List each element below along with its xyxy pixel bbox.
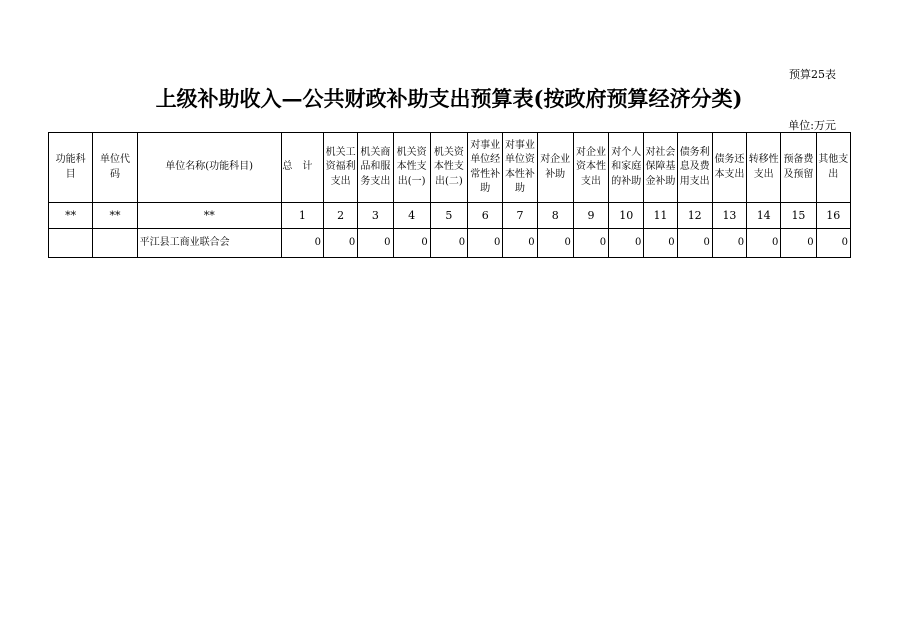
table-row xyxy=(49,229,851,258)
table-cell: 0 xyxy=(393,229,430,258)
table-number: 预算25表 xyxy=(789,68,836,81)
column-header-label: 对社会保障基金补助 xyxy=(645,146,676,187)
table-cell: 0 xyxy=(747,229,781,258)
column-header xyxy=(358,133,393,203)
column-header-label: 机关资本性支出(一) xyxy=(396,146,427,187)
column-header-label: 对事业单位资本性补助 xyxy=(504,139,535,194)
index-cell: 12 xyxy=(677,203,712,229)
column-header-label: 转移性支出 xyxy=(748,154,779,180)
table-header-row xyxy=(49,133,851,203)
column-header xyxy=(644,133,677,203)
column-header-label: 机关资本性支出(二) xyxy=(433,146,464,187)
index-cell: 10 xyxy=(609,203,644,229)
table-cell: 0 xyxy=(468,229,503,258)
column-header-label: 单位名称(功能科目) xyxy=(165,161,254,173)
column-header xyxy=(49,133,93,203)
table-cell: 0 xyxy=(281,229,323,258)
column-header-label: 债务利息及费用支出 xyxy=(679,146,710,187)
column-header xyxy=(503,133,537,203)
table-cell: 0 xyxy=(644,229,677,258)
column-header-label: 对事业单位经常性补助 xyxy=(470,139,501,194)
column-header-label: 对企业补助 xyxy=(540,154,571,180)
column-header-label: 债务还本支出 xyxy=(714,154,745,180)
column-header xyxy=(324,133,358,203)
table-cell: 0 xyxy=(503,229,537,258)
index-cell: 5 xyxy=(430,203,467,229)
index-cell: 15 xyxy=(781,203,816,229)
column-header xyxy=(537,133,573,203)
index-cell: ** xyxy=(49,203,93,229)
index-cell: ** xyxy=(137,203,281,229)
column-header-label: 其他支出 xyxy=(818,154,849,180)
column-header xyxy=(609,133,644,203)
column-header-label: 单位代码 xyxy=(99,154,130,180)
column-header xyxy=(430,133,467,203)
column-header-label: 总计 xyxy=(282,161,323,173)
column-header xyxy=(747,133,781,203)
unit-label: 单位:万元 xyxy=(788,119,836,132)
column-index-row xyxy=(49,203,851,229)
table-cell: 0 xyxy=(712,229,746,258)
unit-name-cell: 平江县工商业联合会 xyxy=(137,229,281,258)
table-cell: 0 xyxy=(781,229,816,258)
column-header xyxy=(712,133,746,203)
column-header xyxy=(137,133,281,203)
index-cell: 7 xyxy=(503,203,537,229)
column-header-label: 功能科目 xyxy=(55,154,86,180)
table-cell: 0 xyxy=(816,229,850,258)
budget-table xyxy=(48,132,851,258)
table-cell xyxy=(49,229,93,258)
column-header xyxy=(468,133,503,203)
table-cell: 0 xyxy=(430,229,467,258)
table-cell: 0 xyxy=(609,229,644,258)
table-cell: 0 xyxy=(324,229,358,258)
index-cell: 13 xyxy=(712,203,746,229)
table-cell: 0 xyxy=(573,229,608,258)
column-header xyxy=(93,133,137,203)
column-header-label: 机关商品和服务支出 xyxy=(360,146,391,187)
index-cell: 16 xyxy=(816,203,850,229)
index-cell: 8 xyxy=(537,203,573,229)
column-header-label: 对个人和家庭的补助 xyxy=(611,146,642,187)
index-cell: 1 xyxy=(281,203,323,229)
table-cell: 0 xyxy=(358,229,393,258)
page-title: 上级补助收入—公共财政补助支出预算表(按政府预算经济分类) xyxy=(155,86,743,111)
column-header xyxy=(781,133,816,203)
index-cell: 2 xyxy=(324,203,358,229)
index-cell: 9 xyxy=(573,203,608,229)
column-header xyxy=(393,133,430,203)
index-cell: 3 xyxy=(358,203,393,229)
column-header xyxy=(816,133,850,203)
index-cell: 4 xyxy=(393,203,430,229)
column-header xyxy=(281,133,323,203)
column-header-label: 机关工资福利支出 xyxy=(325,146,356,187)
index-cell: 14 xyxy=(747,203,781,229)
column-header xyxy=(677,133,712,203)
column-header xyxy=(573,133,608,203)
index-cell: 11 xyxy=(644,203,677,229)
column-header-label: 对企业资本性支出 xyxy=(575,146,606,187)
table-cell: 0 xyxy=(677,229,712,258)
index-cell: 6 xyxy=(468,203,503,229)
column-header-label: 预备费及预留 xyxy=(783,154,814,180)
table-cell xyxy=(93,229,137,258)
index-cell: ** xyxy=(93,203,137,229)
table-cell: 0 xyxy=(537,229,573,258)
